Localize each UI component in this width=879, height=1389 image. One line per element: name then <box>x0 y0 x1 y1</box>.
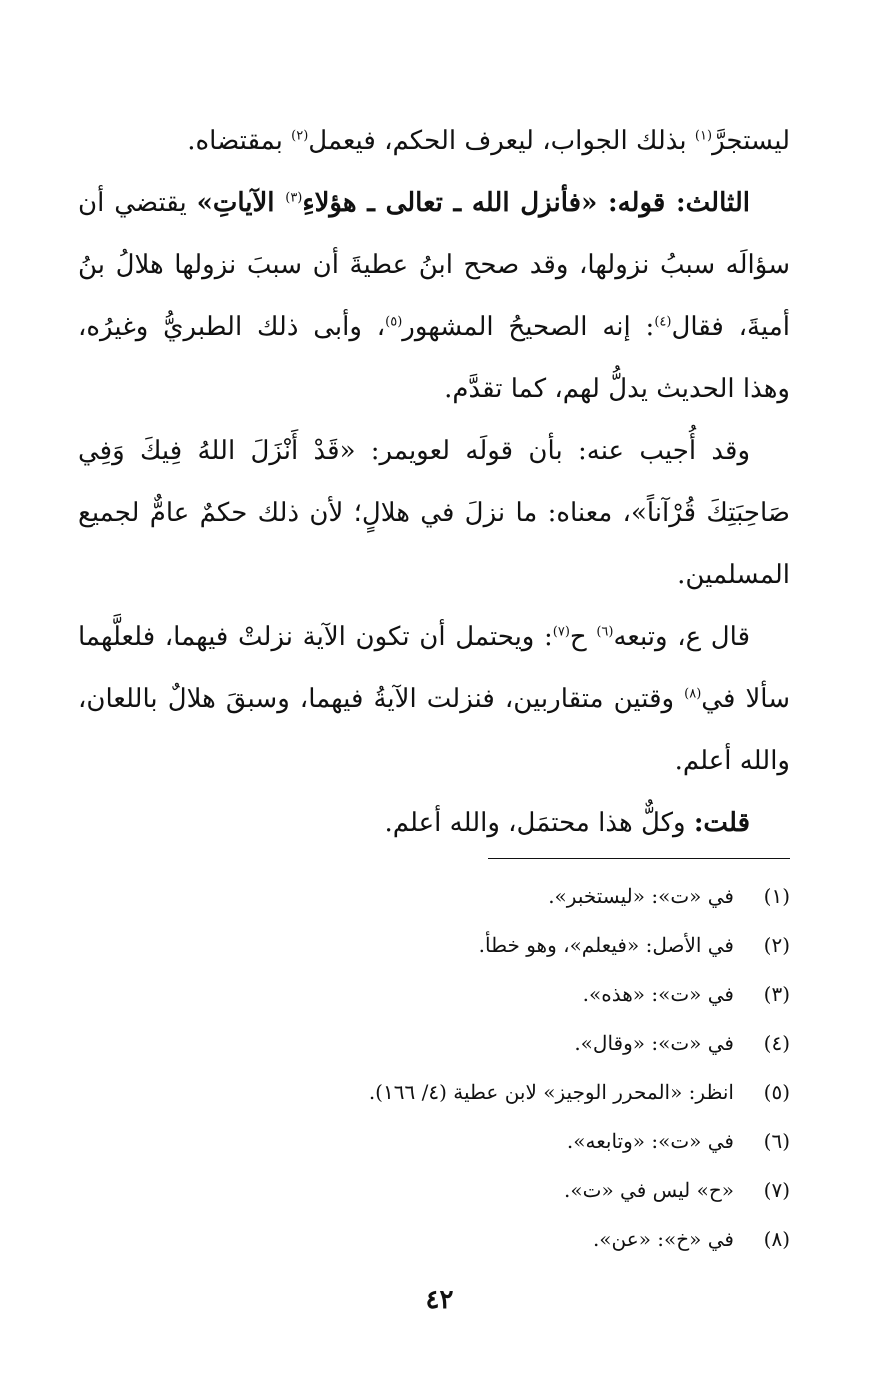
text-run: الآياتِ» <box>196 188 286 218</box>
footnote-number: (٢) <box>763 933 790 957</box>
footnote-text: في «ت»: «وتابعه». <box>566 1129 734 1153</box>
book-page <box>78 110 790 1251</box>
footnote <box>78 872 790 921</box>
footnote-number: (٧) <box>763 1178 790 1202</box>
footnote <box>78 1019 790 1068</box>
text-run: بذلك الجواب، ليعرف الحكم، فيعمل <box>308 126 695 156</box>
footnote-text: انظر: «المحرر الوجيز» لابن عطية (٤/ ١٦٦). <box>368 1080 734 1104</box>
text-run: وكلٌّ هذا محتمَل، والله أعلم. <box>384 808 694 838</box>
footnote-number: (٤) <box>763 1031 790 1055</box>
footnote-marker: (٧) <box>552 624 570 640</box>
text-run: ، وأبى ذلك الطبريُّ وغيرُه، وهذا الحديث يدلُّ لهم، كما تقدَّم. <box>78 312 790 404</box>
text-run: بمقتضاه. <box>187 126 292 156</box>
footnote-text: في «ت»: «هذه». <box>582 982 734 1006</box>
footnote-number: (٨) <box>763 1227 790 1251</box>
footnote-text: في «ت»: «وقال». <box>574 1031 734 1055</box>
text-run: ح <box>569 622 597 652</box>
text-run: : إنه الصحيحُ المشهور <box>402 312 655 342</box>
text-run: : ويحتمل أن تكون الآية نزلتْ فيهما، فلعلَّهما سألا في <box>78 622 790 714</box>
text-run: وقتين متقاربين، فنزلت الآيةُ فيهما، وسبقَ هلالٌ باللعان، والله أعلم. <box>78 684 790 776</box>
footnote-text: في «خ»: «عن». <box>592 1227 734 1251</box>
text-run: يقتضي أن سؤالَه سببُ نزولها، وقد صحح ابنُ عطيةَ أن سببَ نزولها هلالُ بنُ أميةَ، فقال <box>78 188 790 342</box>
footnote <box>78 1166 790 1215</box>
footnote-text: في الأصل: «فيعلم»، وهو خطأ. <box>478 933 734 957</box>
paragraph <box>78 172 790 420</box>
paragraph <box>78 420 790 606</box>
footnote <box>78 970 790 1019</box>
footnote-marker: (٢) <box>291 128 309 144</box>
footnote-marker: (٨) <box>684 686 702 702</box>
page-number: ٤٢ <box>425 1285 454 1315</box>
footnote-number: (٦) <box>763 1129 790 1153</box>
footnote-number: (٥) <box>763 1080 790 1104</box>
text-run: قلت: <box>693 808 750 838</box>
paragraph <box>78 792 790 854</box>
footnote <box>78 921 790 970</box>
footnote-number: (١) <box>763 884 790 908</box>
footnote-text: في «ت»: «ليستخبر». <box>548 884 734 908</box>
paragraph <box>78 110 790 172</box>
text-run: وقد أُجيب عنه: بأن قولَه لعويمر: «قَدْ أَنْزَلَ اللهُ فِيكَ وَفِي صَاحِبَتِكَ قُرْآناً»، معناه: ما نزلَ في هلالٍ؛ لأن ذلك حكمٌ عامٌّ لجميع المسلمين. <box>78 436 790 590</box>
text-run: قال ع، وتبعه <box>613 622 750 652</box>
footnote <box>78 1117 790 1166</box>
footnote <box>78 1215 790 1264</box>
footnote-marker: (٦) <box>596 624 614 640</box>
footnote-marker: (٣) <box>285 190 303 206</box>
footnote-number: (٣) <box>763 982 790 1006</box>
footnotes-list <box>78 872 790 1264</box>
footnote-text: «ح» ليس في «ت». <box>564 1178 734 1202</box>
text-run: ليستجرَّ <box>712 126 790 156</box>
footnote-marker: (١) <box>694 128 713 144</box>
text-run: الثالث: قوله: «فأنزل الله ـ تعالى ـ هؤلاءِ <box>302 188 750 218</box>
footnote-marker: (٥) <box>385 314 403 330</box>
paragraph <box>78 606 790 792</box>
footnote-separator <box>488 858 790 859</box>
footnote-marker: (٤) <box>654 314 672 330</box>
main-text <box>78 110 790 854</box>
footnote <box>78 1068 790 1117</box>
